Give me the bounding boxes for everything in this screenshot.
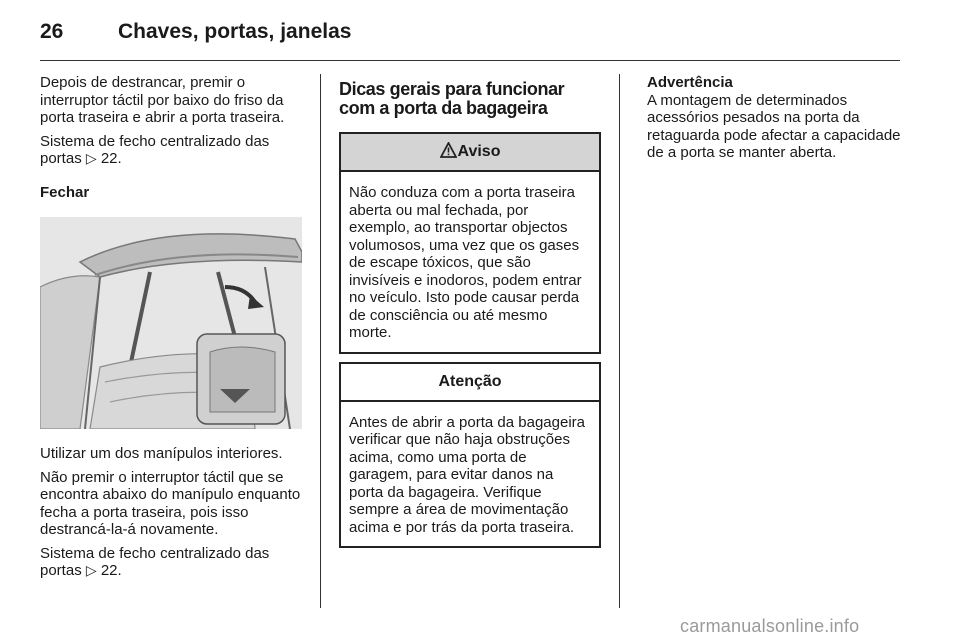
paragraph-unlock: Depois de destrancar, premir o interruptor táctil por baixo do friso da porta traseira e abrir a porta traseira. [40,74,285,126]
page-reference-arrow-icon: ▷ [85,150,97,166]
column-divider [320,74,321,608]
warning-triangle-icon [440,136,457,172]
tailgate-drawing [40,217,302,429]
paragraph-central-locking-ref: Sistema de fecho centralizado das portas ▷ 22. [40,132,270,167]
paragraph-central-locking-ref-2: Sistema de fecho centralizado das portas ▷ 22. [40,544,270,579]
page-number: 26 [40,20,64,43]
page-reference[interactable]: 22. [100,150,122,167]
note-body: A montagem de determinados acessórios pesados na porta da retaguarda pode afectar a capacidade de a porta se manter aberta. [647,91,901,161]
caution-box [339,362,601,549]
column-right [647,74,907,162]
column-left [40,74,306,586]
page-reference[interactable]: 22. [100,562,122,579]
caution-heading: Atenção [341,364,599,402]
column-middle [339,74,601,556]
caution-body: Antes de abrir a porta da bagageira verificar que não haja obstruções acima, como uma porta de garagem, para evitar danos na porta da bagageira. Verifique sempre a área de movimentação acima e por trás da porta traseira. [349,413,585,536]
paragraph-interior-handles: Utilizar um dos manípulos interiores. [40,445,283,462]
subheading-close: Fechar [40,183,90,201]
watermark: carmanualsonline.info [680,616,860,636]
warning-box [339,132,601,354]
column-divider [619,74,620,608]
note-title: Advertência [647,74,733,91]
warning-heading: Aviso [341,134,599,172]
tailgate-illustration [40,217,302,429]
warning-body: Não conduza com a porta traseira aberta ou mal fechada, por exemplo, ao transportar objectos volumosos, uma vez que os gases de escape tóxicos, que são invisíveis e inodoros, podem entrar no veículo. Isto pode causar perda de consciência ou até mesmo morte. [349,184,582,341]
header-rule [40,60,900,61]
page-title: Chaves, portas, janelas [118,20,352,43]
paragraph-no-touch-switch: Não premir o interruptor táctil que se encontra abaixo do manípulo enquanto fecha a porta traseira, pois isso destrancá-la-á novamente. [40,468,301,538]
section-title: Dicas gerais para funcionar com a porta da bagageira [339,79,565,118]
page-reference-arrow-icon: ▷ [85,562,97,578]
